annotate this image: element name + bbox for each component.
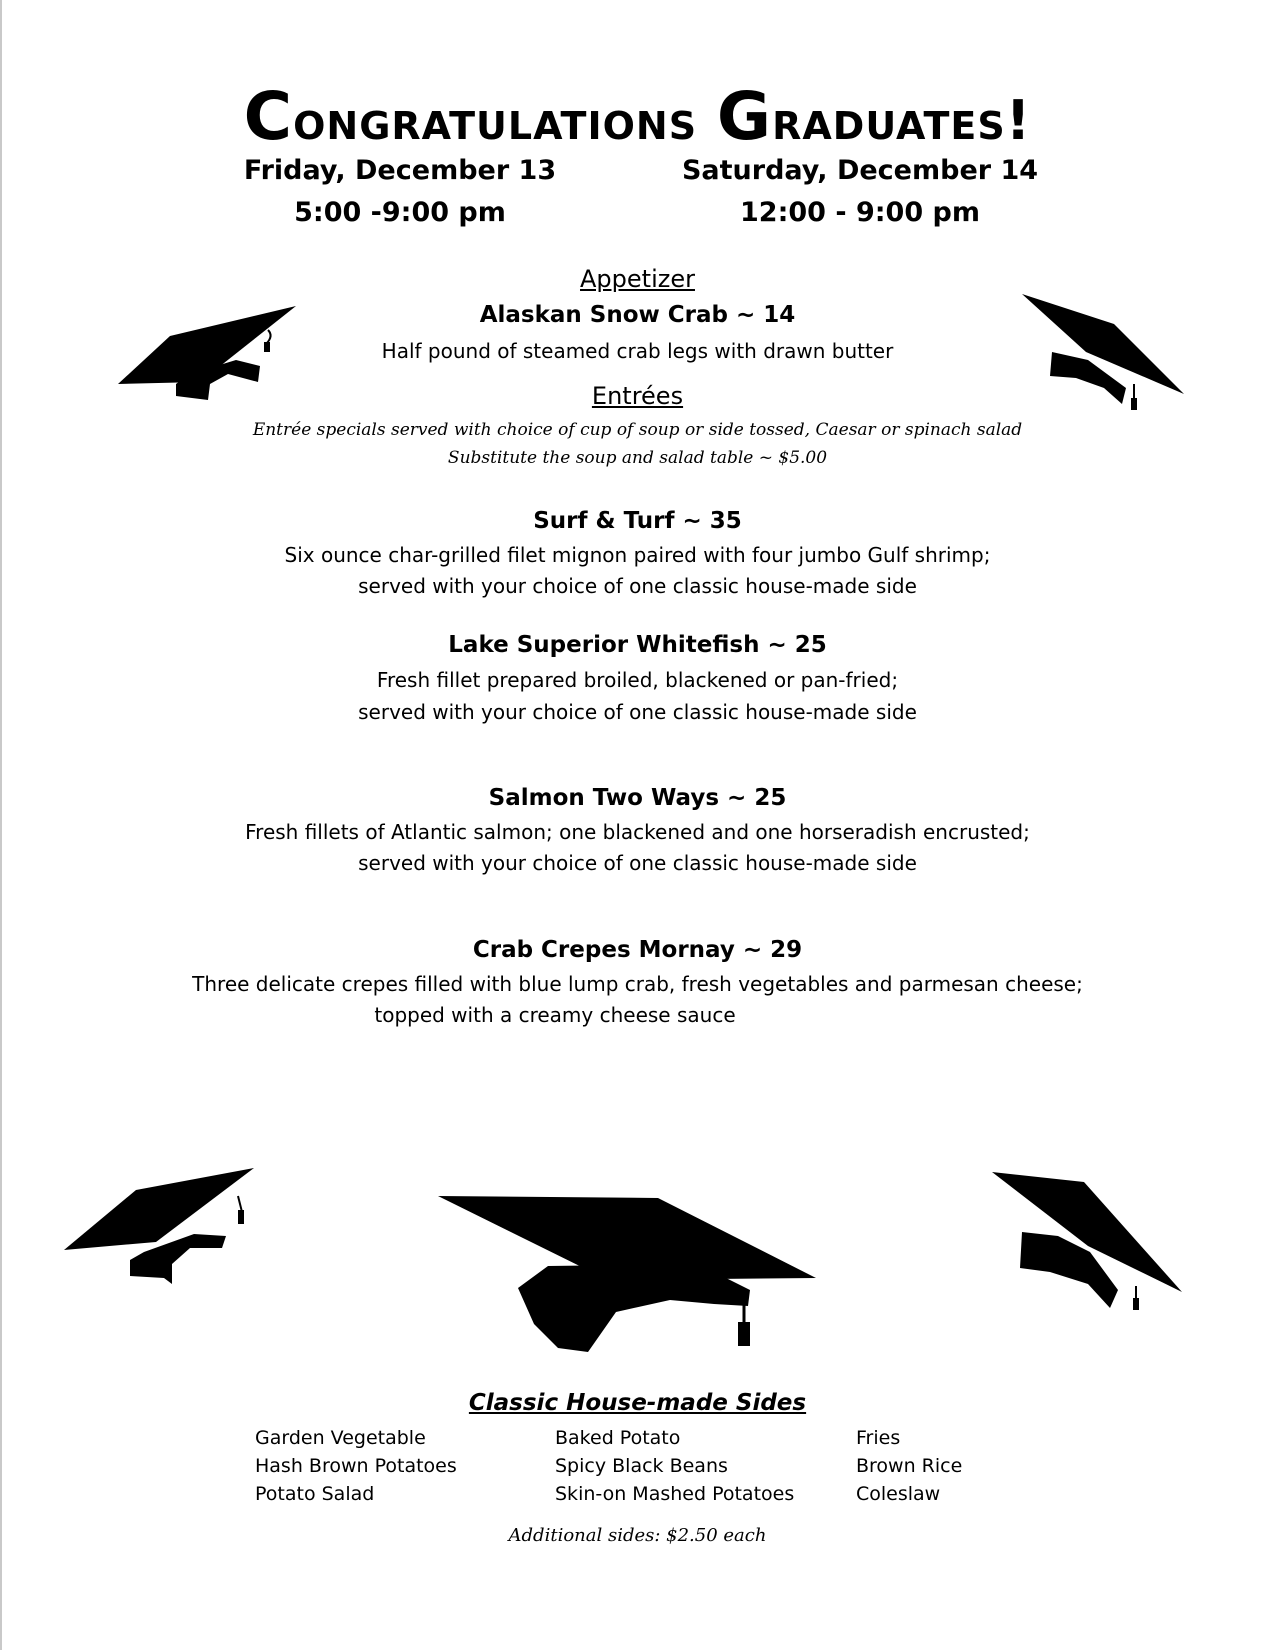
menu-item-description: Three delicate crepes filled with blue lump crab, fresh vegetables and parmesan cheese; <box>192 972 1083 996</box>
side-item: Brown Rice <box>856 1455 963 1477</box>
graduation-cap-icon <box>118 300 298 410</box>
graduation-cap-icon <box>992 1172 1184 1312</box>
menu-item-title: Lake Superior Whitefish ~ 25 <box>448 632 827 658</box>
graduation-cap-icon <box>1022 292 1187 422</box>
side-item: Garden Vegetable <box>255 1427 426 1449</box>
graduation-cap-icon <box>64 1168 258 1286</box>
menu-item-title: Crab Crepes Mornay ~ 29 <box>472 937 803 963</box>
sides-heading: Classic House-made Sides <box>468 1390 807 1416</box>
graduation-cap-icon <box>438 1196 818 1356</box>
side-item: Potato Salad <box>255 1483 375 1505</box>
entree-note: Entrée specials served with choice of cup of soup or side tossed, Caesar or spinach salad <box>252 420 1023 440</box>
menu-item-description: served with your choice of one classic house-made side <box>358 700 917 724</box>
menu-item-description: served with your choice of one classic house-made side <box>358 574 917 598</box>
additional-sides-price: Additional sides: $2.50 each <box>508 1525 767 1546</box>
menu-item-description: served with your choice of one classic house-made side <box>358 851 917 875</box>
side-item: Skin-on Mashed Potatoes <box>555 1483 795 1505</box>
page-title: Congratulations Graduates! <box>243 78 1032 155</box>
menu-item-description: Half pound of steamed crab legs with drawn butter <box>381 339 894 363</box>
entrees-heading: Entrées <box>591 382 684 410</box>
menu-item-description: Fresh fillets of Atlantic salmon; one blackened and one horseradish encrusted; <box>245 820 1030 844</box>
menu-item-title: Surf & Turf ~ 35 <box>533 508 742 534</box>
sides-column <box>856 1424 962 1508</box>
appetizer-heading: Appetizer <box>580 265 695 293</box>
side-item: Fries <box>856 1427 901 1449</box>
event-day: Saturday, December 14 <box>681 155 1039 186</box>
event-day: Friday, December 13 <box>243 155 557 186</box>
menu-item-title: Alaskan Snow Crab ~ 14 <box>479 302 796 328</box>
side-item: Baked Potato <box>555 1427 681 1449</box>
menu-item-description: topped with a creamy cheese sauce <box>374 1003 736 1027</box>
menu-item-description: Six ounce char-grilled filet mignon paired with four jumbo Gulf shrimp; <box>284 543 991 567</box>
menu-item-title: Salmon Two Ways ~ 25 <box>488 785 787 811</box>
entree-note: Substitute the soup and salad table ~ $5.00 <box>447 448 828 468</box>
sides-column <box>255 1424 457 1508</box>
side-item: Spicy Black Beans <box>555 1455 728 1477</box>
event-date-saturday <box>650 150 1070 234</box>
event-time: 12:00 - 9:00 pm <box>740 197 980 228</box>
event-date-friday <box>190 150 610 234</box>
sides-column <box>555 1424 794 1508</box>
side-item: Hash Brown Potatoes <box>255 1455 457 1477</box>
menu-item-description: Fresh fillet prepared broiled, blackened or pan-fried; <box>376 668 899 692</box>
side-item: Coleslaw <box>856 1483 941 1505</box>
event-time: 5:00 -9:00 pm <box>294 197 506 228</box>
